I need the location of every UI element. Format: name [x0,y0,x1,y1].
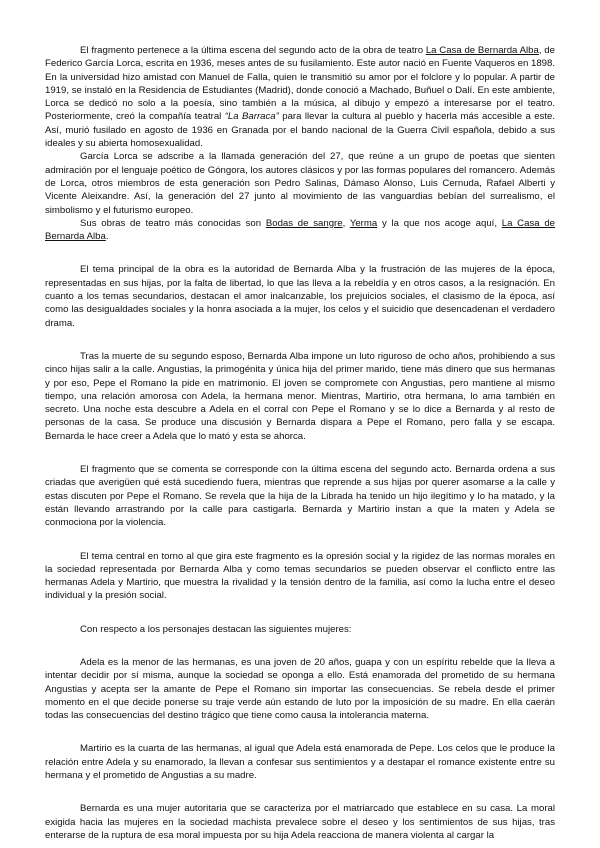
text-segment: , de Federico García Lorca, escrita en 1936, meses antes de su fusilamiento. Este autor nació en Fuente Vaqueros en 1898. En la universidad hizo amistad con Manuel de Falla, quien le transmitió su amor por el folclore y lo popular. A partir de 1919, se instaló en la Residencia de Estudiantes (Madrid), donde conoció a Machado, Buñuel o Dalí. En este ambiente, Lorca se dedicó no solo a la poesía, sino también a la música, al dibujo y empezó a interesarse por el teatro. Posteriormente, creó la compañía teatral [45,45,555,123]
text-segment: y la que nos acoge aquí, [377,217,502,229]
text-segment: El fragmento pertenece a la última escena del segundo acto de la obra de teatro [80,45,426,56]
paragraph-4 [45,263,555,329]
paragraph-3 [45,217,555,244]
document-body [45,44,555,842]
paragraph-7 [45,550,555,603]
text-segment: García Lorca se adscribe a la llamada generación del 27, que reúne a un grupo de poetas que sienten admiración por el lenguaje poético de Góngora, los autores clásicos y por las formas populares del romancero. Además de Lorca, otros miembros de esta generación son Pedro Salinas, Dámaso Alonso, Luis Cernuda, Rafael Alberti y Vicente Aleixandre. Así, la generación del 27 junto al movimiento de las vanguardias bebían del surrealismo, el simbolismo y el futurismo europeo. [45,151,555,216]
text-segment: Bernarda es una mujer autoritaria que se caracteriza por el matriarcado que establece en su casa. La moral exigida hacia las mujeres en la sociedad machista prevalece sobre el deseo y los sentimientos de sus hijas, tras enterarse de la ruptura de esa moral impuesta por su hija Adela reacciona de manera violenta al cargar la [45,803,555,841]
text-segment: El tema central en torno al que gira este fragmento es la opresión social y la rigidez de las normas morales en la sociedad representada por Bernarda Alba y como temas secundarios se pueden observar el conflicto entre las hermanas Adela y Martirio, que muestra la rivalidad y la tensión dentro de la familia, así como la lucha entre el deseo individual y la presión social. [45,550,555,602]
text-segment: Adela es la menor de las hermanas, es una joven de 20 años, guapa y con un espíritu rebelde que la lleva a intentar decidir por sí misma, aunque la sociedad se oponga a ello. Está enamorada del prometido de su hermana Angustias y acepta ser la amante de Pepe el Romano sin importar las consecuencias. Se rebela desde el primer momento en el que decide ponerse su traje verde aún estando de luto por la imposición de su madre. En ella caerán todas las consecuencias del destino trágico que tiene como causa la intolerancia materna. [45,656,555,722]
underlined-title: Yerma [349,217,378,229]
underlined-title: La Casa de Bernarda Alba [45,217,556,243]
text-segment: , [342,217,350,229]
underlined-title: La Casa de Bernarda Alba [425,45,539,56]
text-segment: El fragmento que se comenta se corresponde con la última escena del segundo acto. Bernarda ordena a sus criadas que averigüen qué está sucediendo fuera, mientras que reprende a sus hijas por querer asomarse a la calle y estas discuten por Pepe el Romano. Se revela que la hija de la Librada ha tenido un hijo ilegítimo y lo ha matado, y la están llevando arrastrando por la calle para castigarla. Bernarda y Martirio instan a que la maten y Adela se conmociona por la violencia. [45,464,555,529]
paragraph-8 [45,623,555,636]
text-segment: El tema principal de la obra es la autoridad de Bernarda Alba y la frustración de las mujeres de la época, representadas en sus hijas, por la falta de libertad, lo que las lleva a la rebeldía y en otros casos, a la resignación. En cuanto a los temas secundarios, destacan el amor inalcanzable, los prejuicios sociales, el clasismo de la época, así como las desigualdades sociales y la honra asociada a la mujer, los celos y el suicidio que desencadenan el verdadero drama. [45,264,555,329]
text-segment: Tras la muerte de su segundo esposo, Bernarda Alba impone un luto riguroso de ocho años, prohibiendo a sus cinco hijas salir a la calle. Angustias, la primogénita y única hija del primer marido, tiene más dinero que sus hermanas y por eso, Pepe el Romano la pide en matrimonio. El joven se compromete con Angustias, pero mantiene al mismo tiempo, una relación amorosa con Adela, la hermana menor. Mientras, Martirio, otra hermana, lo ama también en secreto. Una noche esta descubre a Adela en el corral con Pepe el Romano y se lo dice a Bernarda y al resto de personas de la casa. Se produce una discusión y Bernarda dispara a Pepe el Romano, pero falla y se escapa. Bernarda le hace creer a Adela que lo mató y esta se ahorca. [45,350,555,442]
paragraph-11 [45,802,555,842]
paragraph-2 [45,150,555,216]
italic-title: “La Barraca” [224,111,279,123]
paragraph-1 [45,44,555,150]
paragraph-9 [45,656,555,722]
paragraph-6 [45,463,555,529]
text-segment: Martirio es la cuarta de las hermanas, al igual que Adela está enamorada de Pepe. Los celos que le produce la relación entre Adela y su enamorado, la llevan a confesar sus sentimientos y a destapar el romance existente entre su hermana y el prometido de Angustias a su madre. [45,743,555,782]
text-segment: . [105,231,109,243]
underlined-title: Bodas de sangre [265,217,343,229]
text-segment: Con respecto a los personajes destacan las siguientes mujeres: [80,623,352,635]
text-segment: para llevar la cultura al pueblo y hacerla más accesible a este. Así, murió fusilado en agosto de 1936 en Granada por el bando nacional de la Guerra Civil española, debido a sus ideales y su abierta homosexualidad. [45,111,555,150]
text-segment: Sus obras de teatro más conocidas son [80,217,266,229]
paragraph-10 [45,742,555,782]
paragraph-5 [45,350,555,443]
